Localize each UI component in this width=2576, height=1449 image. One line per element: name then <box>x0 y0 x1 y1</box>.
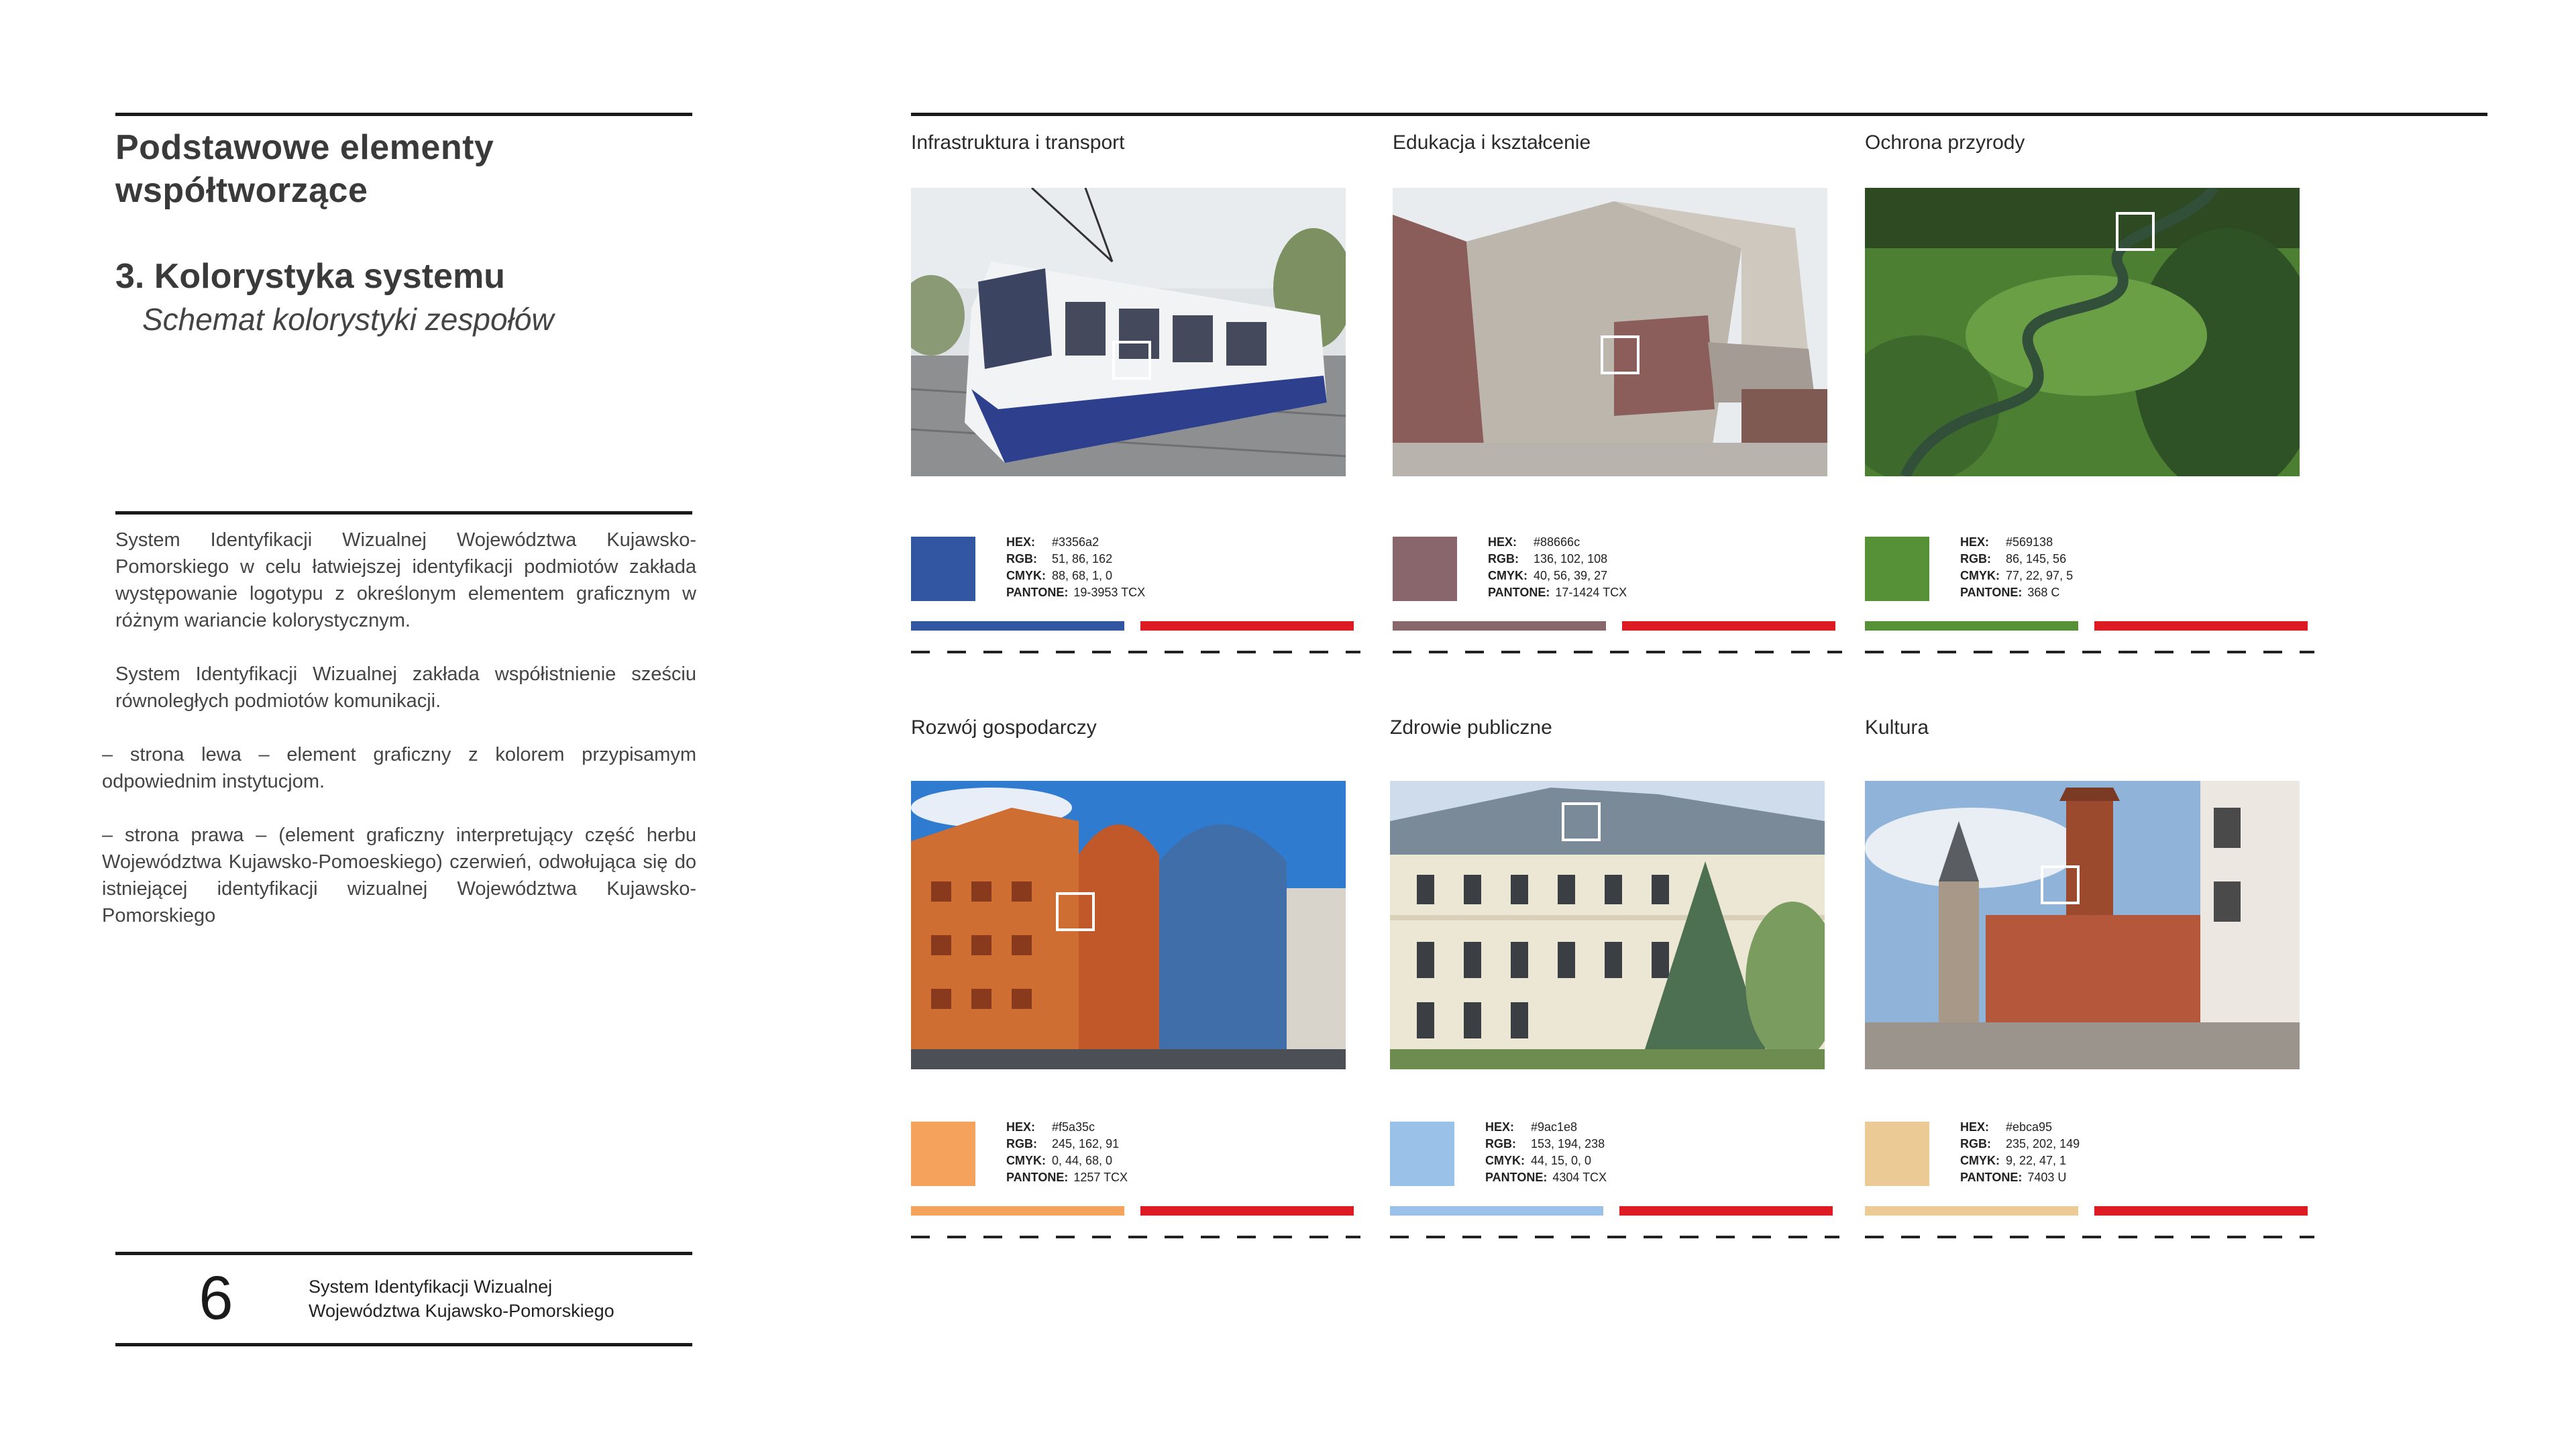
rgb-label: RGB: <box>1960 552 1991 566</box>
red-bar <box>1619 1206 1833 1216</box>
top-left-rule <box>115 113 692 116</box>
rgb-label: RGB: <box>1485 1137 1516 1150</box>
pantone-value: 4304 TCX <box>1552 1171 1607 1184</box>
pantone-value: 17-1424 TCX <box>1555 586 1627 599</box>
rgb-label: RGB: <box>1960 1137 1991 1150</box>
rgb-label: RGB: <box>1006 1137 1037 1150</box>
color-specs <box>1960 1119 2080 1186</box>
color-sample-marker <box>2116 212 2155 251</box>
color-specs <box>1960 534 2073 601</box>
color-sample-marker <box>1601 335 1640 374</box>
rgb-label: RGB: <box>1006 552 1037 566</box>
card-title: Zdrowie publiczne <box>1390 716 1552 739</box>
color-sample-marker <box>1112 341 1151 380</box>
pantone-label: PANTONE: <box>1960 1171 2023 1184</box>
document-title-line-2: współtworzące <box>115 171 368 210</box>
color-sample-marker <box>1562 802 1601 841</box>
footer-top-rule <box>115 1252 692 1255</box>
hex-value: #569138 <box>2006 535 2053 549</box>
card-title: Infrastruktura i transport <box>911 131 1125 154</box>
color-swatch <box>1393 537 1457 601</box>
description-text <box>102 527 696 956</box>
footer-bottom-rule <box>115 1343 692 1346</box>
rgb-value: 153, 194, 238 <box>1531 1137 1605 1150</box>
card-title: Rozwój gospodarczy <box>911 716 1097 739</box>
rgb-value: 86, 145, 56 <box>2006 552 2067 566</box>
card-title: Kultura <box>1865 716 1929 739</box>
cmyk-label: CMYK: <box>1488 569 1527 582</box>
section-subtitle: Schemat kolorystyki zespołów <box>142 302 554 337</box>
hex-value: #ebca95 <box>2006 1120 2053 1134</box>
river-aerial-photo <box>1865 188 2300 476</box>
document-title-line-1: Podstawowe elementy <box>115 128 494 167</box>
color-bar <box>911 1206 1124 1216</box>
pantone-value: 368 C <box>2027 586 2060 599</box>
document-title <box>115 126 692 212</box>
rgb-value: 51, 86, 162 <box>1052 552 1113 566</box>
footer-caption-line-1: System Identyfikacji Wizualnej <box>309 1277 553 1297</box>
color-swatch <box>1865 537 1929 601</box>
dashed-divider <box>911 651 1360 653</box>
red-bar <box>2094 1206 2308 1216</box>
cmyk-value: 0, 44, 68, 0 <box>1052 1154 1113 1167</box>
hex-label: HEX: <box>1960 1120 1990 1134</box>
hex-value: #9ac1e8 <box>1531 1120 1578 1134</box>
color-specs <box>1006 534 1145 601</box>
red-bar <box>1140 621 1354 631</box>
page-number: 6 <box>199 1264 233 1332</box>
color-specs <box>1488 534 1627 601</box>
cmyk-label: CMYK: <box>1006 1154 1046 1167</box>
color-specs <box>1006 1119 1128 1186</box>
pantone-label: PANTONE: <box>1488 586 1550 599</box>
dashed-divider <box>1865 1236 2314 1238</box>
color-bar <box>1865 621 2078 631</box>
hex-label: HEX: <box>1488 535 1517 549</box>
color-bar <box>1393 621 1606 631</box>
hex-value: #88666c <box>1534 535 1580 549</box>
hex-label: HEX: <box>1006 1120 1036 1134</box>
rgb-value: 235, 202, 149 <box>2006 1137 2080 1150</box>
footer-caption-line-2: Województwa Kujawsko-Pomorskiego <box>309 1301 614 1321</box>
dashed-divider <box>1393 651 1842 653</box>
hex-value: #f5a35c <box>1052 1120 1095 1134</box>
card-title: Edukacja i kształcenie <box>1393 131 1591 154</box>
color-swatch <box>1390 1122 1454 1186</box>
hex-label: HEX: <box>1960 535 1990 549</box>
cmyk-label: CMYK: <box>1960 1154 2000 1167</box>
color-specs <box>1485 1119 1607 1186</box>
red-bar <box>1140 1206 1354 1216</box>
color-swatch <box>911 1122 975 1186</box>
color-bar <box>1390 1206 1603 1216</box>
cmyk-label: CMYK: <box>1006 569 1046 582</box>
concrete-building-photo <box>1393 188 1827 476</box>
color-bar <box>1865 1206 2078 1216</box>
cmyk-value: 44, 15, 0, 0 <box>1531 1154 1592 1167</box>
red-bar <box>2094 621 2308 631</box>
pantone-label: PANTONE: <box>1006 586 1069 599</box>
pantone-label: PANTONE: <box>1960 586 2023 599</box>
rgb-label: RGB: <box>1488 552 1519 566</box>
red-bar <box>1622 621 1835 631</box>
cmyk-value: 77, 22, 97, 5 <box>2006 569 2074 582</box>
pantone-value: 19-3953 TCX <box>1073 586 1146 599</box>
description-paragraph-4: – strona prawa – (element graficzny interpretujący część herbu Województwa Kujawsko-Pomoeskiego) czerwień, odwołująca się do istniejącej identyfikacji wizualnej Województwa Kujawsko-Pomorskiego <box>102 824 696 926</box>
top-right-rule <box>911 113 2487 116</box>
dashed-divider <box>1390 1236 1839 1238</box>
description-paragraph-2: System Identyfikacji Wizualnej zakłada współistnienie sześciu równoległych podmiotów komunikacji. <box>115 663 696 712</box>
cmyk-value: 88, 68, 1, 0 <box>1052 569 1113 582</box>
hex-value: #3356a2 <box>1052 535 1099 549</box>
pantone-label: PANTONE: <box>1485 1171 1548 1184</box>
pantone-label: PANTONE: <box>1006 1171 1069 1184</box>
white-palace-photo <box>1390 781 1825 1069</box>
cmyk-label: CMYK: <box>1960 569 2000 582</box>
card-title: Ochrona przyrody <box>1865 131 2025 154</box>
hex-label: HEX: <box>1006 535 1036 549</box>
description-paragraph-3: – strona lewa – element graficzny z kolorem przypisamym odpowiednim instytucjom. <box>102 744 696 792</box>
orange-building-photo <box>911 781 1346 1069</box>
pantone-value: 1257 TCX <box>1073 1171 1128 1184</box>
color-bar <box>911 621 1124 631</box>
cmyk-value: 40, 56, 39, 27 <box>1534 569 1608 582</box>
dashed-divider <box>911 1236 1360 1238</box>
rgb-value: 245, 162, 91 <box>1052 1137 1120 1150</box>
dashed-divider <box>1865 651 2314 653</box>
footer-caption <box>309 1275 684 1323</box>
color-sample-marker <box>1056 892 1095 931</box>
cmyk-value: 9, 22, 47, 1 <box>2006 1154 2067 1167</box>
description-paragraph-1: System Identyfikacji Wizualnej Województwa Kujawsko-Pomorskiego w celu łatwiejszej identyfikacji podmiotów zakłada występowanie logotypu z określonym elementem graficznym w różnym wariancie kolorystycznym. <box>115 529 696 631</box>
tram-photo <box>911 188 1346 476</box>
section-title: 3. Kolorystyka systemu <box>115 257 505 296</box>
pantone-value: 7403 U <box>2027 1171 2067 1184</box>
mid-left-rule <box>115 511 692 515</box>
color-sample-marker <box>2041 865 2080 904</box>
color-swatch <box>1865 1122 1929 1186</box>
town-hall-photo <box>1865 781 2300 1069</box>
hex-label: HEX: <box>1485 1120 1515 1134</box>
color-swatch <box>911 537 975 601</box>
rgb-value: 136, 102, 108 <box>1534 552 1608 566</box>
cmyk-label: CMYK: <box>1485 1154 1525 1167</box>
